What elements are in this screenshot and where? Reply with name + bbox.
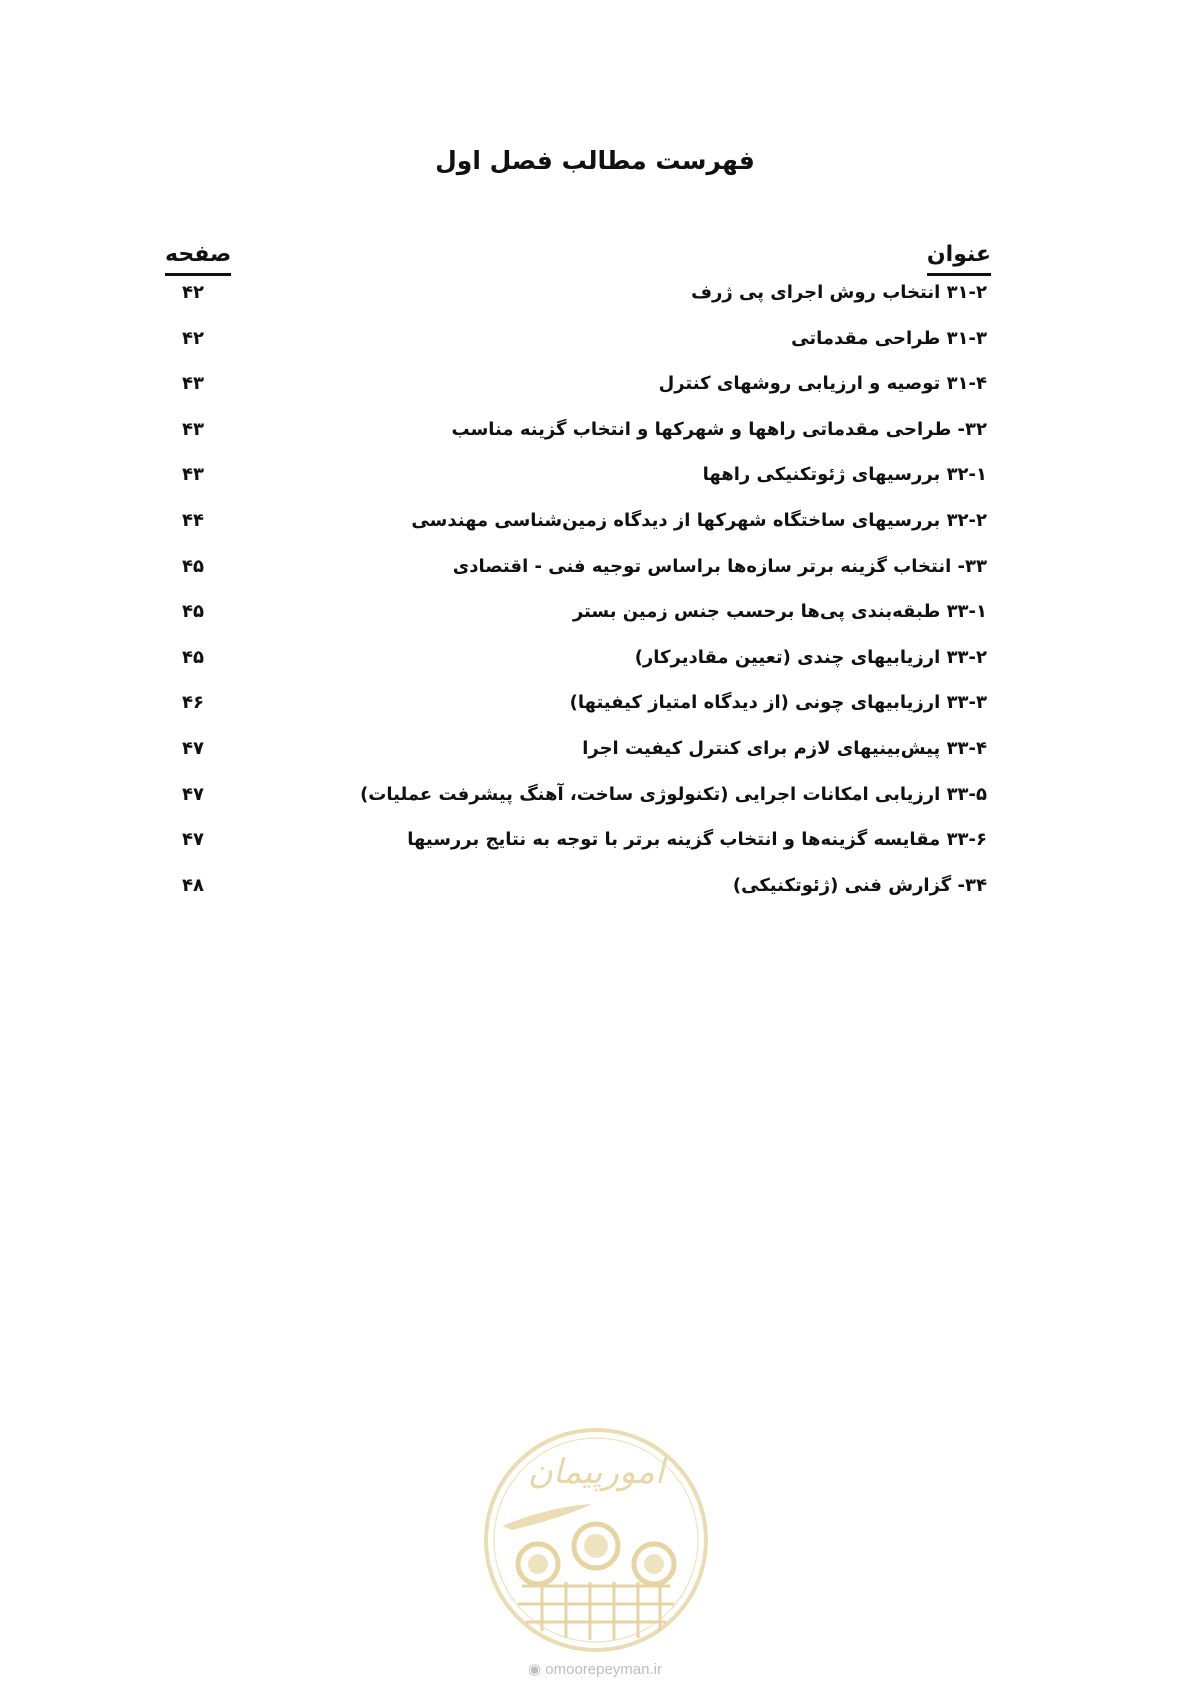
toc-entry-title: ۳۳-۵ ارزیابی امکانات اجرایی (تکنولوژی ساخت، آهنگ پیشرفت عملیات) [360,783,987,805]
toc-entry-page: ۴۵ [182,555,204,577]
toc-entry-title: ۳۴- گزارش فنی (ژئوتکنیکی) [732,874,987,896]
toc-entry-page: ۴۲ [182,282,204,303]
toc-entry-title: ۳۳- انتخاب گزینه برتر سازه‌ها براساس توجیه فنی - اقتصادی [452,555,987,577]
toc-entry-page: ۴۶ [182,692,204,714]
toc-entry-title: ۳۳-۲ ارزیابیهای چندی (تعیین مقادیرکار) [634,646,987,668]
table-of-contents [0,276,1190,914]
toc-entry-title: ۳۳-۳ ارزیابیهای چونی (از دیدگاه امتیاز کیفیتها) [569,692,987,714]
globe-icon: ◉ [528,1661,542,1678]
toc-entry-page: ۴۵ [182,601,204,623]
toc-entry[interactable] [0,778,1190,824]
toc-entry[interactable] [0,413,1190,459]
toc-entry-page: ۴۷ [182,737,204,759]
toc-entry-title: ۳۱-۳ طراحی مقدماتی [791,327,987,349]
toc-entry[interactable] [0,823,1190,869]
toc-entry-page: ۴۷ [182,783,204,805]
page-title: فهرست مطالب فصل اول [435,146,755,175]
toc-entry-page: ۴۷ [182,829,204,851]
toc-entry-title: ۳۳-۶ مقایسه گزینه‌ها و انتخاب گزینه برتر با توجه به نتایج بررسیها [407,829,987,851]
toc-entry-title: ۳۲-۲ بررسیهای ساختگاه شهرکها از دیدگاه زمین‌شناسی مهندسی [411,509,987,531]
watermark-logo-text: امورپیمان [527,1452,665,1492]
toc-entry-title: ۳۱-۲ انتخاب روش اجرای پی ژرف [691,282,987,303]
toc-entry[interactable] [0,686,1190,732]
toc-entry[interactable] [0,276,1190,322]
toc-entry-title: ۳۲-۱ بررسیهای ژئوتکنیکی راهها [702,464,987,486]
toc-entry[interactable] [0,595,1190,641]
column-header-title: عنوان [927,240,991,276]
toc-entry-page: ۴۳ [182,373,204,395]
toc-entry[interactable] [0,367,1190,413]
toc-entry[interactable] [0,641,1190,687]
column-header-page: صفحه [165,240,231,276]
toc-entry-page: ۴۴ [182,509,204,531]
toc-entry[interactable] [0,322,1190,368]
toc-entry-title: ۳۳-۱ طبقه‌بندی پی‌ها برحسب جنس زمین بستر [572,601,987,623]
toc-entry-title: ۳۱-۴ توصیه و ارزیابی روشهای کنترل [658,373,987,395]
toc-entry[interactable] [0,504,1190,550]
toc-entry-page: ۴۲ [182,327,204,349]
toc-entry-page: ۴۵ [182,646,204,668]
toc-entry[interactable] [0,458,1190,504]
toc-entry-page: ۴۸ [182,874,204,896]
watermark-seal [482,1426,710,1654]
toc-entry-page: ۴۳ [182,418,204,440]
watermark-website [490,1660,700,1678]
toc-entry[interactable] [0,869,1190,915]
toc-entry-title: ۳۳-۴ پیش‌بینیهای لازم برای کنترل کیفیت اجرا [582,737,987,759]
toc-entry-page: ۴۳ [182,464,204,486]
toc-entry[interactable] [0,550,1190,596]
watermark-website-text: omoorepeyman.ir [545,1661,662,1678]
toc-entry-title: ۳۲- طراحی مقدماتی راهها و شهرکها و انتخاب گزینه مناسب [451,418,987,440]
toc-entry[interactable] [0,732,1190,778]
